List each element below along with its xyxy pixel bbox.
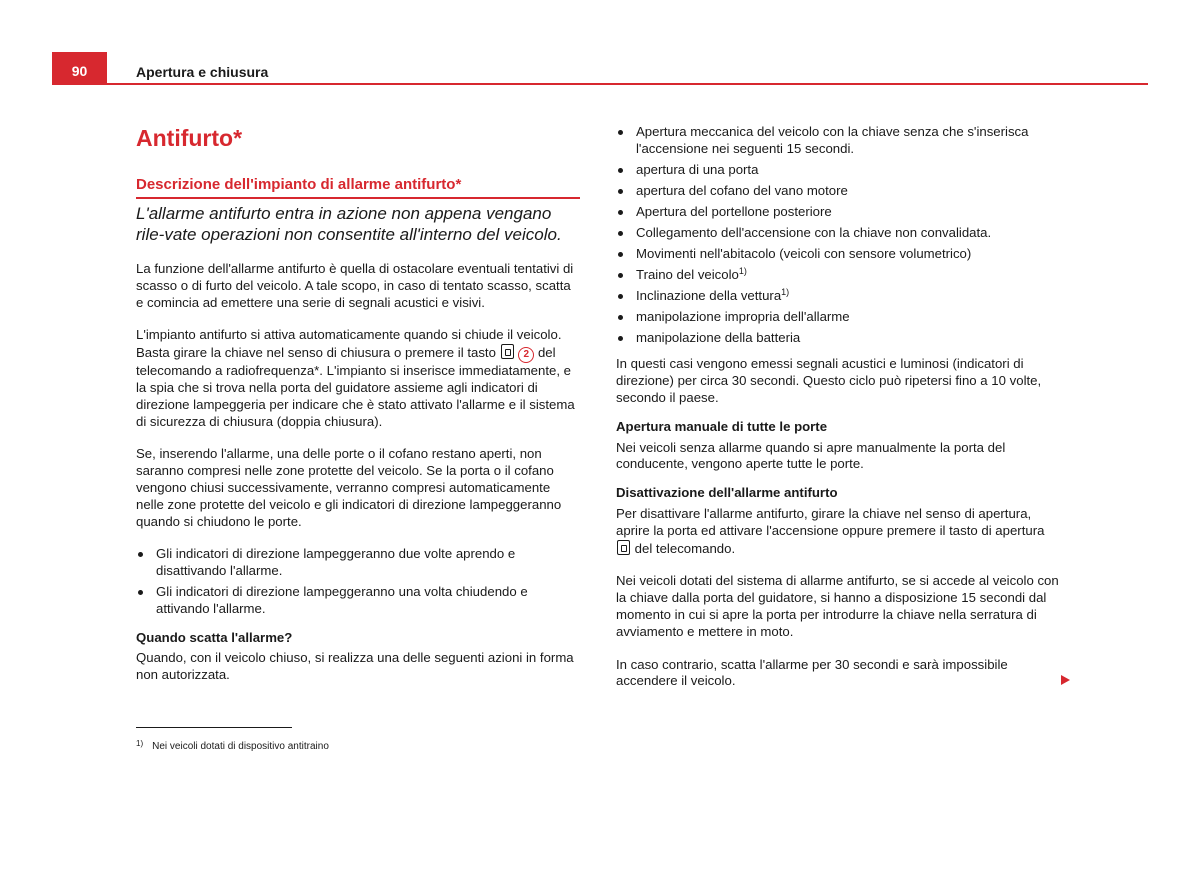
subhead-deactivation-text bbox=[616, 506, 1061, 557]
paragraph-activation-b: del telecomando a radiofrequenza*. L'impianto si inserisce immediatamente, e la spia che si trova nella porta del guidatore assieme agli indicatori di direzione lampeggeria per indicare che è stato attivato l'allarme e il sistema di sicurezza di chiusura (doppia chiusura). bbox=[136, 345, 575, 429]
list-item: Apertura meccanica del veicolo con la chiave senza che s'inserisca l'accensione nei seguenti 15 secondi. bbox=[616, 124, 1061, 158]
list-item: Movimenti nell'abitacolo (veicoli con sensore volumetrico) bbox=[616, 246, 1061, 263]
footnote-rule bbox=[136, 727, 292, 728]
paragraph-signals: In questi casi vengono emessi segnali acustici e luminosi (indicatori di direzione) per circa 30 secondi. Questo ciclo può ripetersi fino a 10 volte, secondo il paese. bbox=[616, 356, 1042, 406]
subhead-when-alarm: Quando scatta l'allarme? bbox=[136, 629, 293, 645]
left-column bbox=[136, 124, 581, 684]
footnote-ref: 1) bbox=[781, 286, 790, 297]
paragraph-otherwise: In caso contrario, scatta l'allarme per 30 secondi e sarà impossibile accendere il veicolo. bbox=[616, 656, 1008, 689]
list-item: Gli indicatori di direzione lampeggeranno una volta chiudendo e attivando l'allarme. bbox=[136, 584, 581, 618]
page-number: 90 bbox=[71, 63, 88, 79]
header-rule bbox=[52, 83, 1148, 85]
list-item: apertura di una porta bbox=[616, 162, 1061, 179]
subhead-when-alarm-text: Quando, con il veicolo chiuso, si realizza una delle seguenti azioni in forma non autorizzata. bbox=[136, 650, 574, 683]
right-column bbox=[616, 124, 1061, 690]
list-item bbox=[616, 267, 1061, 284]
subhead-manual-open: Apertura manuale di tutte le porte bbox=[616, 418, 828, 434]
list-item: Apertura del portellone posteriore bbox=[616, 204, 1061, 221]
paragraph-function: La funzione dell'allarme antifurto è quella di ostacolare eventuali tentativi di scasso o di furto del veicolo. A tale scopo, in caso di tentato scasso, scatta e comincia ad emettere una serie di segnali acustici e visivi. bbox=[136, 261, 574, 310]
list-item-text: Traino del veicolo bbox=[636, 266, 739, 282]
footnote-text: Nei veicoli dotati di dispositivo antitraino bbox=[152, 741, 329, 752]
continue-arrow-icon bbox=[1061, 675, 1070, 685]
list-item bbox=[616, 288, 1061, 305]
paragraph-open-doors: Se, inserendo l'allarme, una delle porte o il cofano restano aperti, non saranno compresi nelle zone protette del veicolo. Se la porta o il cofano vengono chiusi successivamente, verranno compresi automaticamente nelle zone protette del veicolo e gli indicatori di direzione lampeggeranno quando si chiudono le porte. bbox=[136, 446, 562, 529]
indicator-bullets bbox=[136, 546, 581, 617]
paragraph-driver-door: Nei veicoli dotati del sistema di allarme antifurto, se si accede al veicolo con la chiave dalla porta del guidatore, si hanno a disposizione 15 secondi dal momento in cui si apre la porta per introdurre la chiave nella serratura di avviamento e mettere in moto. bbox=[616, 573, 1059, 639]
page-title: Antifurto* bbox=[136, 125, 243, 151]
list-item: Collegamento dell'accensione con la chiave non convalidata. bbox=[616, 225, 1061, 242]
list-item-text: Inclinazione della vettura bbox=[636, 287, 782, 303]
intro-text: L'allarme antifurto entra in azione non appena vengano rile-vate operazioni non consentite all'interno del veicolo. bbox=[136, 204, 562, 244]
callout-number: 2 bbox=[518, 347, 534, 363]
list-item: manipolazione della batteria bbox=[616, 330, 1061, 347]
paragraph-activation bbox=[136, 327, 581, 430]
list-item: manipolazione impropria dell'allarme bbox=[616, 309, 1061, 326]
lock-key-icon bbox=[501, 344, 514, 359]
subhead-deactivation-text-b: del telecomando. bbox=[634, 540, 736, 556]
section-subtitle: Descrizione dell'impianto di allarme antifurto* bbox=[136, 175, 580, 199]
trigger-bullets bbox=[616, 124, 1061, 346]
subhead-manual-open-text: Nei veicoli senza allarme quando si apre manualmente la porta del conducente, vengono aperte tutte le porte. bbox=[616, 439, 1006, 472]
footnote-ref: 1) bbox=[738, 265, 747, 276]
list-item: Gli indicatori di direzione lampeggeranno due volte aprendo e disattivando l'allarme. bbox=[136, 546, 581, 580]
paragraph-activation-a: L'impianto antifurto si attiva automaticamente quando si chiude il veicolo. Basta girare la chiave nel senso di chiusura o premere il tasto bbox=[136, 327, 562, 361]
section-title: Apertura e chiusura bbox=[136, 64, 269, 80]
subhead-deactivation-text-a: Per disattivare l'allarme antifurto, girare la chiave nel senso di apertura, aprire la porta ed attivare l'accensione oppure premere il tasto di apertura bbox=[616, 506, 1045, 538]
list-item: apertura del cofano del vano motore bbox=[616, 183, 1061, 200]
subhead-deactivation: Disattivazione dell'allarme antifurto bbox=[616, 485, 838, 501]
footnote bbox=[136, 738, 329, 753]
unlock-key-icon bbox=[617, 540, 630, 555]
footnote-mark: 1) bbox=[136, 739, 144, 748]
